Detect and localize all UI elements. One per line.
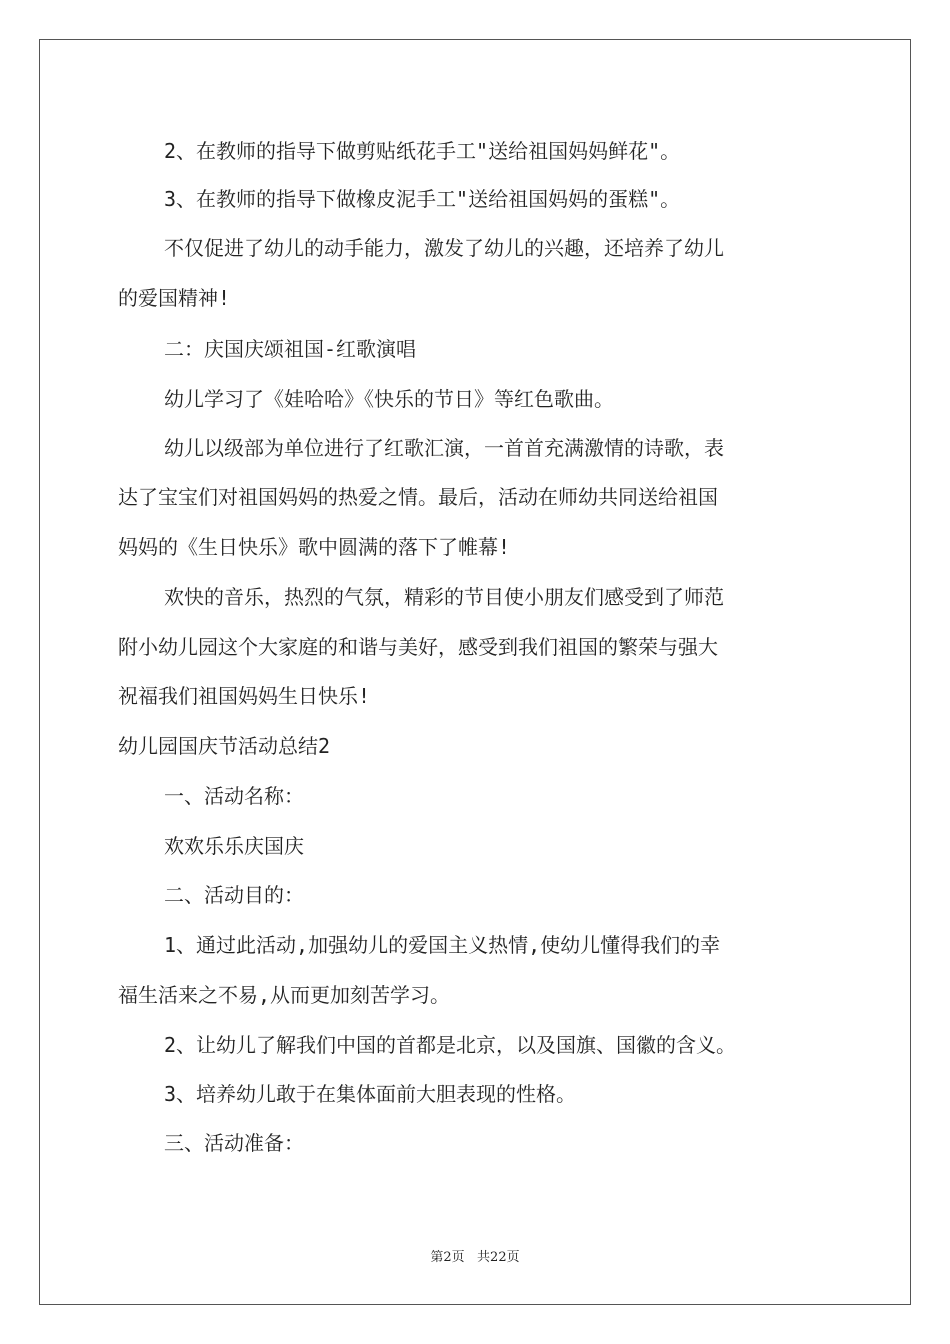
section-heading: 一、活动名称：	[164, 784, 304, 808]
section-heading: 三、活动准备：	[164, 1131, 304, 1155]
page-footer: 第2页 共22页	[430, 1250, 520, 1265]
paragraph-line: 不仅促进了幼儿的动手能力，激发了幼儿的兴趣，还培养了幼儿	[164, 236, 724, 260]
paragraph-line: 1、通过此活动,加强幼儿的爱国主义热情,使幼儿懂得我们的幸	[164, 933, 721, 957]
section-heading: 二、活动目的：	[164, 883, 304, 907]
paragraph-line: 幼儿学习了《娃哈哈》《快乐的节日》等红色歌曲。	[164, 387, 614, 411]
paragraph-line: 3、培养幼儿敢于在集体面前大胆表现的性格。	[164, 1082, 577, 1106]
paragraph-line: 的爱国精神!	[118, 286, 231, 310]
paragraph-line: 幼儿以级部为单位进行了红歌汇演，一首首充满激情的诗歌，表	[164, 436, 724, 460]
page-border	[39, 39, 911, 1305]
paragraph-line: 欢快的音乐，热烈的气氛，精彩的节目使小朋友们感受到了师范	[164, 585, 724, 609]
paragraph-line: 达了宝宝们对祖国妈妈的热爱之情。最后，活动在师幼共同送给祖国	[118, 485, 718, 509]
paragraph-line: 欢欢乐乐庆国庆	[164, 834, 304, 858]
section-heading: 二：庆国庆颂祖国-红歌演唱	[164, 337, 417, 361]
paragraph-line: 3、在教师的指导下做橡皮泥手工"送给祖国妈妈的蛋糕"。	[164, 187, 681, 211]
paragraph-line: 妈妈的《生日快乐》歌中圆满的落下了帷幕!	[118, 535, 511, 559]
paragraph-line: 附小幼儿园这个大家庭的和谐与美好，感受到我们祖国的繁荣与强大	[118, 635, 718, 659]
article-title: 幼儿园国庆节活动总结2	[118, 734, 331, 758]
paragraph-line: 福生活来之不易,从而更加刻苦学习。	[118, 983, 451, 1007]
paragraph-line: 2、让幼儿了解我们中国的首都是北京，以及国旗、国徽的含义。	[164, 1033, 737, 1057]
paragraph-line: 2、在教师的指导下做剪贴纸花手工"送给祖国妈妈鲜花"。	[164, 139, 681, 163]
paragraph-line: 祝福我们祖国妈妈生日快乐!	[118, 684, 371, 708]
